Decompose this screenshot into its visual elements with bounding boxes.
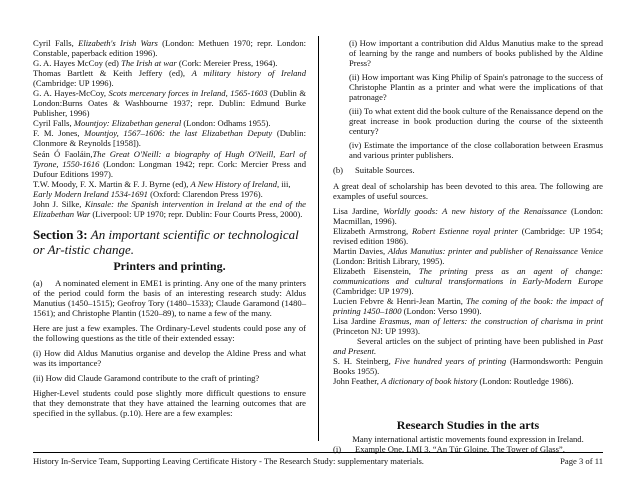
para-a-text: A nominated element in EME1 is printing. Any one of the many printers of the period could form the basis of an interesting research study: Aldus Manutius (1450–1515); Geofroy Tory (1480–1533); Claude Garamond (1480–1561); and Christophe Plantin (1520–89), to name a few of the many.: [33, 277, 306, 318]
reference-title: Mountjoy: Elizabethan general: [73, 118, 182, 129]
reference-title: Aldus Manutius: printer and publisher of Renaissance Venice: [387, 245, 603, 256]
reference-entry: [33, 199, 306, 219]
higher-question-3: (iii) To what extent did the book culture of the Renaissance depend on the great increase in book production during the course of the sixteenth century?: [349, 106, 603, 137]
reference-text: (London: British Library, 1995).: [333, 255, 445, 266]
section-heading: [33, 228, 306, 258]
higher-question-2: (ii) How important was King Philip of Spain's patronage to the success of Christophe Plantin as a printer and what were the implications of that patronage?: [349, 72, 603, 103]
reference-text: (Dublin: Clonmore & Reynolds [1958]).: [33, 128, 306, 149]
higher-question-1: (i) How important a contribution did Aldus Manutius make to the spread of learning by the range and numbers of books published by the Aldine Press?: [349, 38, 603, 69]
reference-text: (London: Methuen 1970; repr. London: Constable, paperback edition 1996).: [33, 38, 307, 59]
para-a-label: (a): [33, 277, 43, 288]
para-examples: Here are just a few examples. The Ordinary-Level students could pose any of the following questions as the title of their extended essay:: [33, 322, 306, 343]
reference-text: (Cork: Mereier Press, 1964).: [176, 58, 278, 69]
reference-entry: [33, 88, 306, 118]
printing-title: Printers and printing.: [113, 258, 226, 273]
reference-list-printing-2: [333, 356, 603, 386]
reference-text: Lisa Jardine: [333, 316, 380, 327]
reference-title: Erasmus, man of letters: the construction of charisma in print: [379, 316, 603, 327]
reference-text: S. H. Steinberg,: [333, 356, 395, 367]
reference-title: Robert Estienne royal printer: [411, 225, 518, 236]
reference-text: iii,: [279, 178, 291, 189]
reference-entry: [333, 266, 603, 296]
reference-text: (London: Longman 1942; repr. Cork: Mercier Press and Dufour Editions 1997).: [33, 158, 306, 179]
para-b-text: Suitable Sources.: [355, 164, 415, 175]
past-present-note: [333, 336, 603, 356]
reference-text: (Cambridge: UP 1979).: [333, 286, 414, 297]
reference-text: Elizabeth Armstrong,: [333, 225, 412, 236]
reference-text: Lucien Febvre & Henri-Jean Martin,: [333, 296, 466, 307]
reference-text: (Oxford: Clarendon Press 1976).: [147, 188, 263, 199]
question-1: (i) How did Aldus Manutius organise and develop the Aldine Press and what was its importance?: [33, 348, 306, 369]
reference-entry: [333, 246, 603, 266]
reference-text: F. M. Jones,: [33, 128, 85, 139]
section-title: An important scientific or technological or Ar-tistic change.: [33, 226, 299, 257]
reference-text: (Cambridge: UP 1996).: [33, 78, 114, 89]
reference-text: G. A. Hayes McCoy (ed): [33, 58, 122, 69]
reference-title: Scots mercenary forces in Ireland, 1565-1603: [108, 88, 268, 99]
right-column: [333, 38, 603, 454]
research-studies-intro: Many international artistic movements found expression in Ireland.: [352, 433, 584, 444]
reference-title: Kinsale: the Spanish intervention in Ireland at the end of the Elizabethan War: [33, 198, 306, 219]
reference-text: Cyril Falls,: [33, 118, 74, 129]
reference-text: Martin Davies,: [333, 245, 388, 256]
reference-entry: [33, 179, 306, 189]
higher-question-4: (iv) Estimate the importance of the close collaboration between Erasmus and various printer publishers.: [349, 140, 603, 161]
reference-title: Elizabeth's Irish Wars: [78, 38, 158, 48]
page-footer: [33, 452, 603, 466]
reference-entry: [33, 149, 306, 179]
reference-list-military: [33, 38, 306, 219]
para-b: [333, 165, 603, 175]
reference-entry: [333, 296, 603, 316]
reference-title: The printing press as an agent of change: communications and cultural transformations in Early-Modern Europe: [333, 265, 604, 286]
reference-text: T.W. Moody, F. X. Martin & F. J. Byrne (ed),: [33, 178, 191, 189]
page-number: Page 3 of 11: [560, 456, 603, 466]
para-a: [33, 278, 306, 318]
reference-entry: [333, 226, 603, 246]
reference-text: John J. Silke,: [33, 198, 85, 209]
reference-text: (Harmondsworth: Penguin Books 1955).: [333, 356, 603, 377]
reference-text: John Feather,: [333, 376, 382, 387]
column-divider: [318, 36, 319, 441]
example-one-text: Example One, LMI 3, “An Túr Gloine, The Tower of Glass”.: [355, 443, 565, 454]
reference-text: (London: Routledge 1986).: [477, 376, 574, 387]
reference-entry: [33, 118, 306, 128]
reference-title: The Great O'Neill: a biography of Hugh O'Neill, Earl of Tyrone, 1550-1616: [33, 148, 306, 169]
left-column: [33, 38, 306, 423]
reference-text: Seán Ó Faoláin,: [33, 148, 93, 159]
reference-title: The coming of the book: the impact of printing 1450–1800: [333, 296, 603, 317]
reference-title: Early Modern Ireland 1534-1691: [33, 188, 148, 199]
reference-text: Lisa Jardine,: [333, 205, 384, 216]
reference-entry: [333, 356, 603, 376]
past-present-text: Several articles on the subject of printing have been published in: [357, 336, 588, 347]
reference-text: (Princeton NJ: UP 1993).: [333, 326, 421, 337]
footer-text: History In-Service Team, Supporting Leaving Certificate History - The Research Study: supplementary materials.: [33, 456, 424, 466]
reference-title: A military history of Ireland: [191, 68, 307, 79]
example-one-label: (i): [333, 443, 342, 454]
reference-text: (London: Verso 1990).: [401, 306, 482, 317]
reference-title: The Irish at war: [121, 58, 177, 69]
reference-text: Cyril Falls,: [33, 38, 79, 48]
past-present-title: Past and Present.: [333, 336, 603, 357]
reference-entry: [33, 189, 306, 199]
reference-text: Thomas Bartlett & Keith Jeffery (ed),: [33, 68, 192, 79]
reference-entry: [33, 58, 306, 68]
reference-entry: [33, 68, 306, 88]
question-2: (ii) How did Claude Garamond contribute to the craft of printing?: [33, 373, 260, 384]
reference-title: Mountjoy, 1567–1606: the last Elizabethan Deputy: [84, 128, 273, 139]
scholarship-intro: A great deal of scholarship has been devoted to this area. The following are examples of useful sources.: [333, 180, 603, 201]
reference-entry: [333, 206, 603, 226]
research-studies-heading: Research Studies in the arts: [396, 417, 540, 432]
reference-text: (London: Macmillan, 1996).: [333, 205, 604, 226]
reference-text: Elizabeth Eisenstein,: [333, 265, 419, 276]
reference-title: A dictionary of book history: [381, 376, 478, 387]
para-higher: Higher-Level students could pose slightly more difficult questions to ensure that they demonstrate that they have attained the learning outcomes that are specified in the syllabus. (p.10). Here are a few examples:: [33, 388, 306, 419]
reference-entry: [333, 316, 603, 336]
reference-title: A New History of Ireland,: [190, 178, 280, 189]
section-label: Section 3:: [33, 226, 91, 242]
reference-text: G. A. Hayes-McCoy,: [33, 88, 109, 99]
reference-list-printing: [333, 206, 603, 337]
reference-entry: [333, 376, 603, 386]
reference-text: (Cambridge: UP 1954; revised edition 1986).: [333, 225, 603, 246]
reference-entry: [33, 128, 306, 148]
reference-text: (Dublin & London:Burns Oates & Washbourne 1937; repr. Dublin: Edmund Burke Publisher, 1996): [33, 88, 306, 119]
reference-title: Worldly goods: A new history of the Renaissance: [383, 205, 567, 216]
reference-text: (Liverpool: UP 1970; repr. Dublin: Four Courts Press, 2000).: [90, 208, 303, 219]
reference-text: (London: Odhams 1955).: [181, 118, 271, 129]
reference-title: Five hundred years of printing: [394, 356, 507, 367]
para-b-label: (b): [333, 164, 344, 175]
reference-entry: [33, 38, 306, 58]
